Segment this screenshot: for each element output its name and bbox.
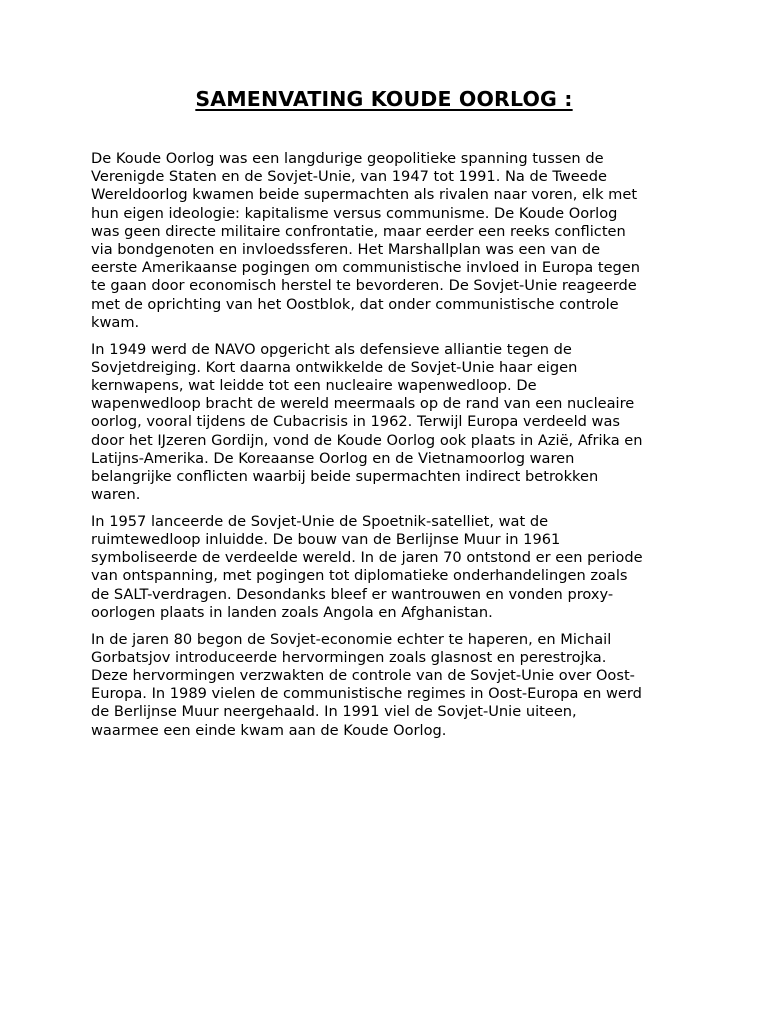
line: Gorbatsjov introduceerde hervormingen zoals glasnost en perestrojka. — [91, 648, 607, 666]
line: In 1957 lanceerde de Sovjet-Unie de Spoetnik-satelliet, wat de — [91, 512, 549, 530]
line: De Koude Oorlog was een langdurige geopolitieke spanning tussen de — [91, 150, 604, 167]
line: In de jaren 80 begon de Sovjet-economie echter te haperen, en Michail — [91, 630, 612, 648]
line: Deze hervormingen verzwakten de controle van de Sovjet-Unie over Oost- — [91, 666, 635, 684]
line: Europa. In 1989 vielen de communistische regimes in Oost-Europa en werd — [91, 685, 642, 703]
line: waarmee een einde kwam aan de Koude Oorlog. — [91, 721, 447, 739]
line: oorlogen plaats in landen zoals Angola en Afghanistan. — [91, 603, 493, 621]
line: de Berlijnse Muur neergehaald. In 1991 viel de Sovjet-Unie uiteen, — [91, 703, 577, 721]
line: symboliseerde de verdeelde wereld. In de jaren 70 ontstond er een periode — [91, 549, 643, 567]
line: Verenigde Staten en de Sovjet-Unie, van 1947 tot 1991. Na de Tweede — [91, 168, 607, 186]
line: eerste Amerikaanse pogingen om communistische invloed in Europa tegen — [91, 259, 641, 277]
paragraph-4 — [91, 631, 683, 740]
paragraph-1 — [91, 150, 683, 332]
line: Sovjetdreiging. Kort daarna ontwikkelde de Sovjet-Unie haar eigen — [91, 358, 578, 376]
line: belangrijke conflicten waarbij beide supermachten indirect betrokken — [91, 467, 599, 485]
line: de SALT-verdragen. Desondanks bleef er wantrouwen en vonden proxy- — [91, 585, 614, 603]
line: met de oprichting van het Oostblok, dat onder communistische controle — [91, 295, 619, 313]
document-title: SAMENVATING KOUDE OORLOG : — [195, 87, 573, 111]
line: Wereldoorlog kwamen beide supermachten als rivalen naar voren, elk met — [91, 186, 638, 204]
paragraph-2 — [91, 341, 683, 505]
line: hun eigen ideologie: kapitalisme versus communisme. De Koude Oorlog — [91, 204, 618, 222]
line: van ontspanning, met pogingen tot diplomatieke onderhandelingen zoals — [91, 567, 628, 585]
line: door het IJzeren Gordijn, vond de Koude Oorlog ook plaats in Azië, Afrika en — [91, 431, 643, 449]
paragraph-3 — [91, 513, 683, 622]
document-body — [91, 150, 683, 748]
line: via bondgenoten en invloedssferen. Het Marshallplan was een van de — [91, 241, 601, 259]
line: ruimtewedloop inluidde. De bouw van de Berlijnse Muur in 1961 — [91, 531, 561, 549]
line: was geen directe militaire confrontatie, maar eerder een reeks conflicten — [91, 222, 626, 240]
line: waren. — [91, 486, 141, 504]
line: wapenwedloop bracht de wereld meermaals op de rand van een nucleaire — [91, 395, 635, 413]
line: te gaan door economisch herstel te bevorderen. De Sovjet-Unie reageerde — [91, 277, 637, 295]
line: oorlog, vooral tijdens de Cubacrisis in 1962. Terwijl Europa verdeeld was — [91, 413, 621, 431]
line: kernwapens, wat leidde tot een nucleaire wapenwedloop. De — [91, 376, 537, 394]
line: In 1949 werd de NAVO opgericht als defensieve alliantie tegen de — [91, 340, 572, 358]
line: kwam. — [91, 313, 140, 331]
line: Latijns-Amerika. De Koreaanse Oorlog en de Vietnamoorlog waren — [91, 449, 575, 467]
